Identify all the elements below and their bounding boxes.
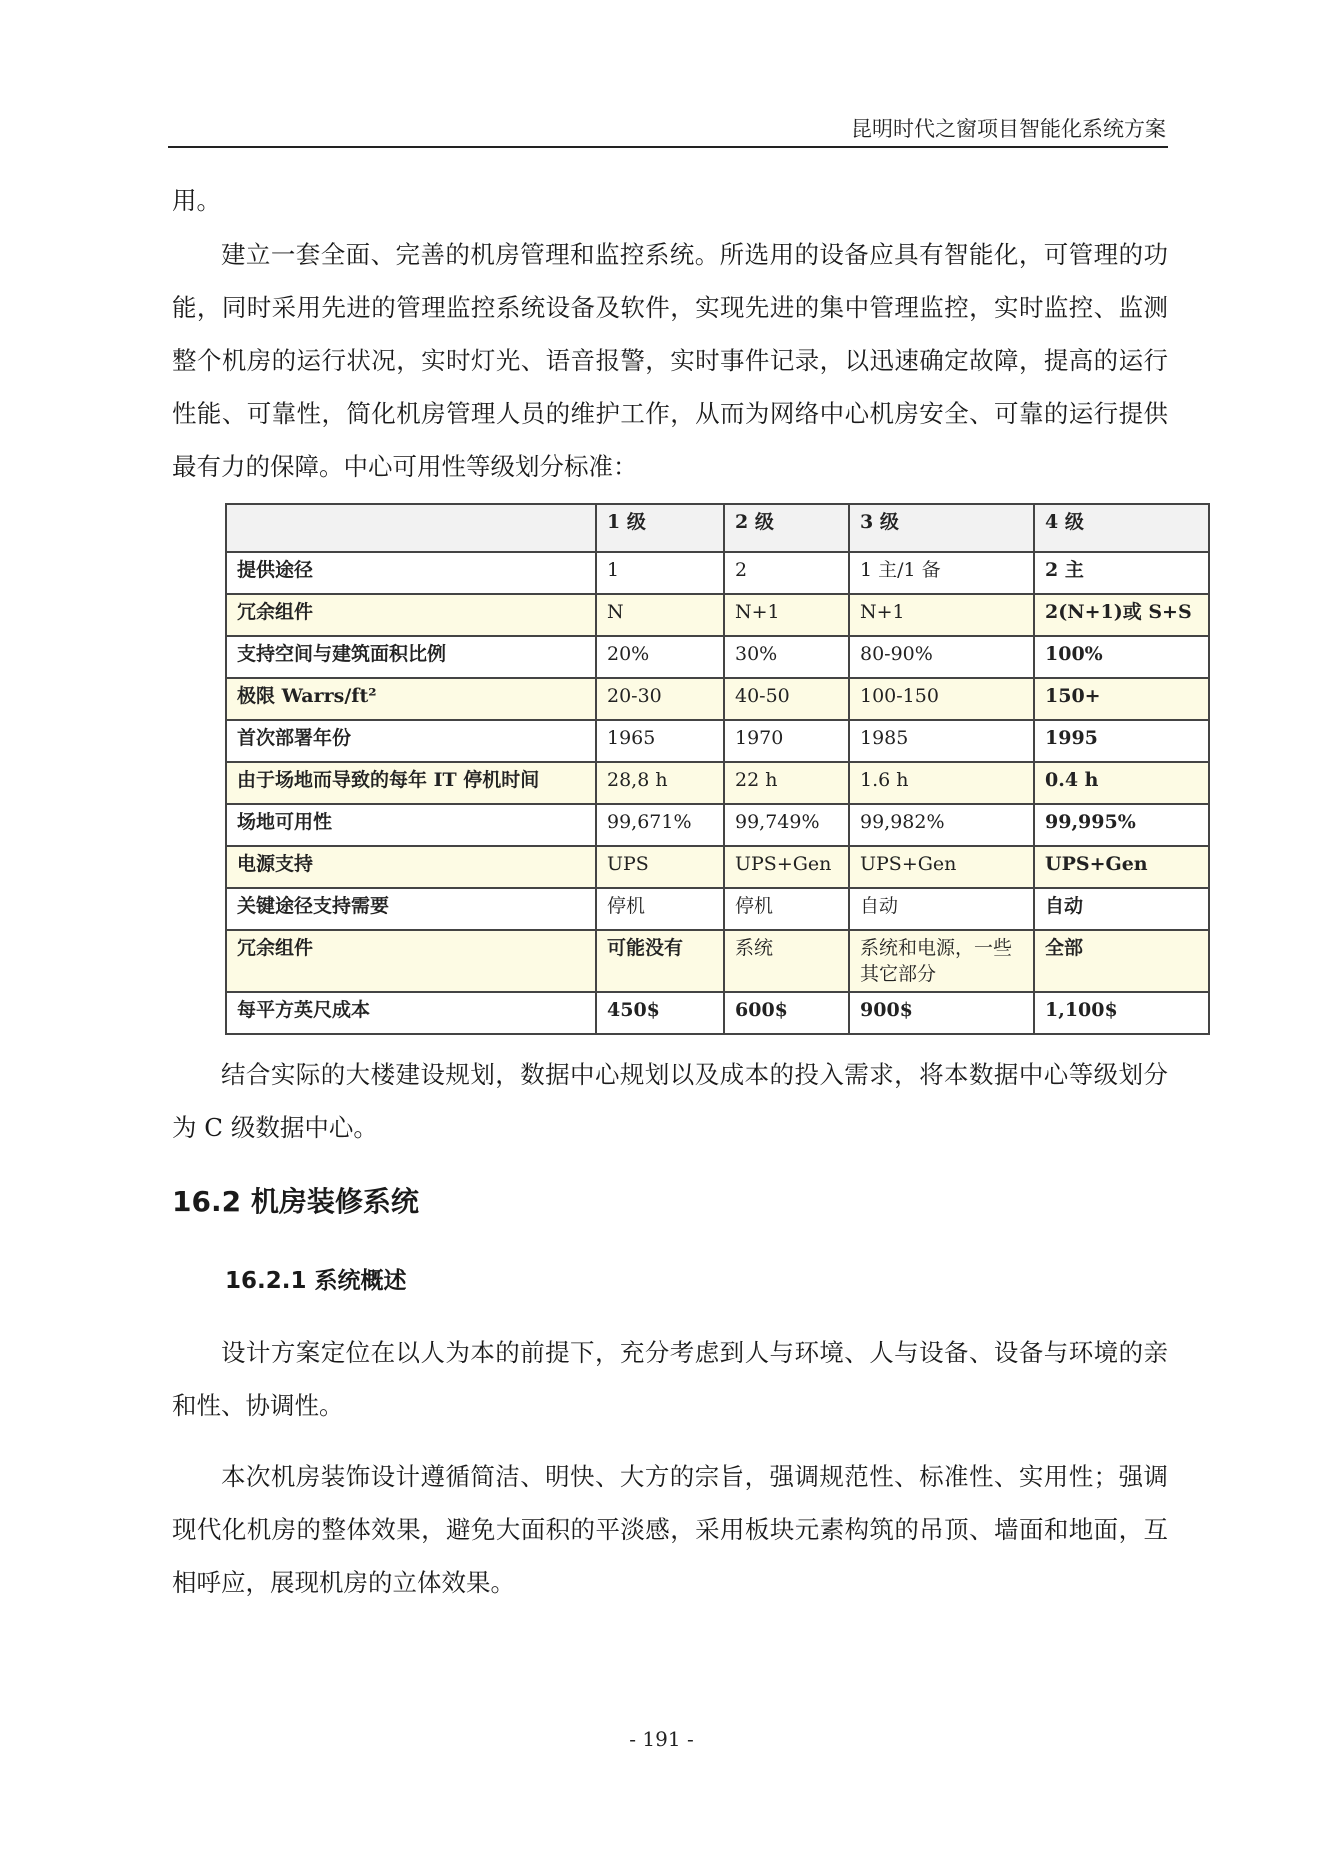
table-header-row	[226, 504, 1209, 552]
row-label: 每平方英尺成本	[226, 992, 596, 1034]
table-cell: 1965	[596, 720, 724, 762]
table-cell: 1 主/1 备	[849, 552, 1034, 594]
table-row	[226, 992, 1209, 1034]
table-cell: 150+	[1034, 678, 1209, 720]
row-label: 首次部署年份	[226, 720, 596, 762]
table-row	[226, 594, 1209, 636]
table-row	[226, 552, 1209, 594]
row-label: 由于场地而导致的每年 IT 停机时间	[226, 762, 596, 804]
table-cell: 80-90%	[849, 636, 1034, 678]
table-cell: 1	[596, 552, 724, 594]
table-cell: 停机	[596, 888, 724, 930]
paragraph-monitoring-system: 建立一套全面、完善的机房管理和监控系统。所选用的设备应具有智能化，可管理的功能，同时采用先进的管理监控系统设备及软件，实现先进的集中管理监控，实时监控、监测整个机房的运行状况，实时灯光、语音报警，实时事件记录，以迅速确定故障，提高的运行性能、可靠性，简化机房管理人员的维护工作，从而为网络中心机房安全、可靠的运行提供最有力的保障。中心可用性等级划分标准：	[172, 240, 1168, 481]
table-header-cell	[226, 504, 596, 552]
table-header-cell: 3 级	[849, 504, 1034, 552]
table-cell: 1985	[849, 720, 1034, 762]
row-label: 场地可用性	[226, 804, 596, 846]
table-cell: 1970	[724, 720, 849, 762]
row-label: 极限 Warrs/ft²	[226, 678, 596, 720]
table-cell: 99,749%	[724, 804, 849, 846]
table-cell: 停机	[724, 888, 849, 930]
table-cell: N	[596, 594, 724, 636]
table-cell: 1995	[1034, 720, 1209, 762]
table-header-cell: 1 级	[596, 504, 724, 552]
table-row	[226, 804, 1209, 846]
table-row	[226, 678, 1209, 720]
row-label: 冗余组件	[226, 594, 596, 636]
table-row	[226, 888, 1209, 930]
table-cell: UPS+Gen	[1034, 846, 1209, 888]
table-cell: 40-50	[724, 678, 849, 720]
table-cell: 99,982%	[849, 804, 1034, 846]
table-cell: 600$	[724, 992, 849, 1034]
table-cell: 20-30	[596, 678, 724, 720]
section-heading-16-2: 16.2 机房装修系统	[172, 1185, 419, 1218]
table-cell: 100%	[1034, 636, 1209, 678]
table-cell: 1.6 h	[849, 762, 1034, 804]
table-cell: 自动	[849, 888, 1034, 930]
table-cell: 系统和电源，一些其它部分	[849, 930, 1034, 992]
table-cell: 22 h	[724, 762, 849, 804]
page-number: - 191 -	[629, 1727, 694, 1751]
table-cell: 99,671%	[596, 804, 724, 846]
table-row	[226, 762, 1209, 804]
row-label: 电源支持	[226, 846, 596, 888]
table-cell: 自动	[1034, 888, 1209, 930]
table-cell: 450$	[596, 992, 724, 1034]
header-rule	[168, 146, 1168, 148]
document-header-title: 昆明时代之窗项目智能化系统方案	[851, 117, 1166, 141]
row-label: 支持空间与建筑面积比例	[226, 636, 596, 678]
table-row	[226, 636, 1209, 678]
table-cell: N+1	[724, 594, 849, 636]
paragraph-design-positioning: 设计方案定位在以人为本的前提下，充分考虑到人与环境、人与设备、设备与环境的亲和性、协调性。	[172, 1338, 1168, 1420]
table-cell: N+1	[849, 594, 1034, 636]
table-cell: UPS+Gen	[724, 846, 849, 888]
table-cell: 可能没有	[596, 930, 724, 992]
table-cell: 20%	[596, 636, 724, 678]
table-cell: 99,995%	[1034, 804, 1209, 846]
table-row	[226, 846, 1209, 888]
table-cell: 900$	[849, 992, 1034, 1034]
availability-level-table	[225, 503, 1210, 1035]
table-header-cell: 2 级	[724, 504, 849, 552]
table-cell: 全部	[1034, 930, 1209, 992]
paragraph-level-decision: 结合实际的大楼建设规划，数据中心规划以及成本的投入需求，将本数据中心等级划分为 C 级数据中心。	[172, 1060, 1168, 1142]
table-cell: 28,8 h	[596, 762, 724, 804]
table-cell: 2(N+1)或 S+S	[1034, 594, 1209, 636]
table-cell: 2 主	[1034, 552, 1209, 594]
table-cell: 30%	[724, 636, 849, 678]
row-label: 关键途径支持需要	[226, 888, 596, 930]
table-cell: 系统	[724, 930, 849, 992]
table-cell: UPS	[596, 846, 724, 888]
table-cell: 0.4 h	[1034, 762, 1209, 804]
table-row	[226, 930, 1209, 992]
table-cell: 1,100$	[1034, 992, 1209, 1034]
table-header-cell: 4 级	[1034, 504, 1209, 552]
subsection-heading-16-2-1: 16.2.1 系统概述	[225, 1268, 407, 1294]
row-label: 提供途径	[226, 552, 596, 594]
row-label: 冗余组件	[226, 930, 596, 992]
table-cell: 100-150	[849, 678, 1034, 720]
table-cell: UPS+Gen	[849, 846, 1034, 888]
paragraph-continuation: 用。	[172, 186, 221, 215]
table-cell: 2	[724, 552, 849, 594]
table-row	[226, 720, 1209, 762]
paragraph-decoration-design: 本次机房装饰设计遵循简洁、明快、大方的宗旨，强调规范性、标准性、实用性；强调现代化机房的整体效果，避免大面积的平淡感，采用板块元素构筑的吊顶、墙面和地面，互相呼应，展现机房的立体效果。	[172, 1462, 1168, 1597]
